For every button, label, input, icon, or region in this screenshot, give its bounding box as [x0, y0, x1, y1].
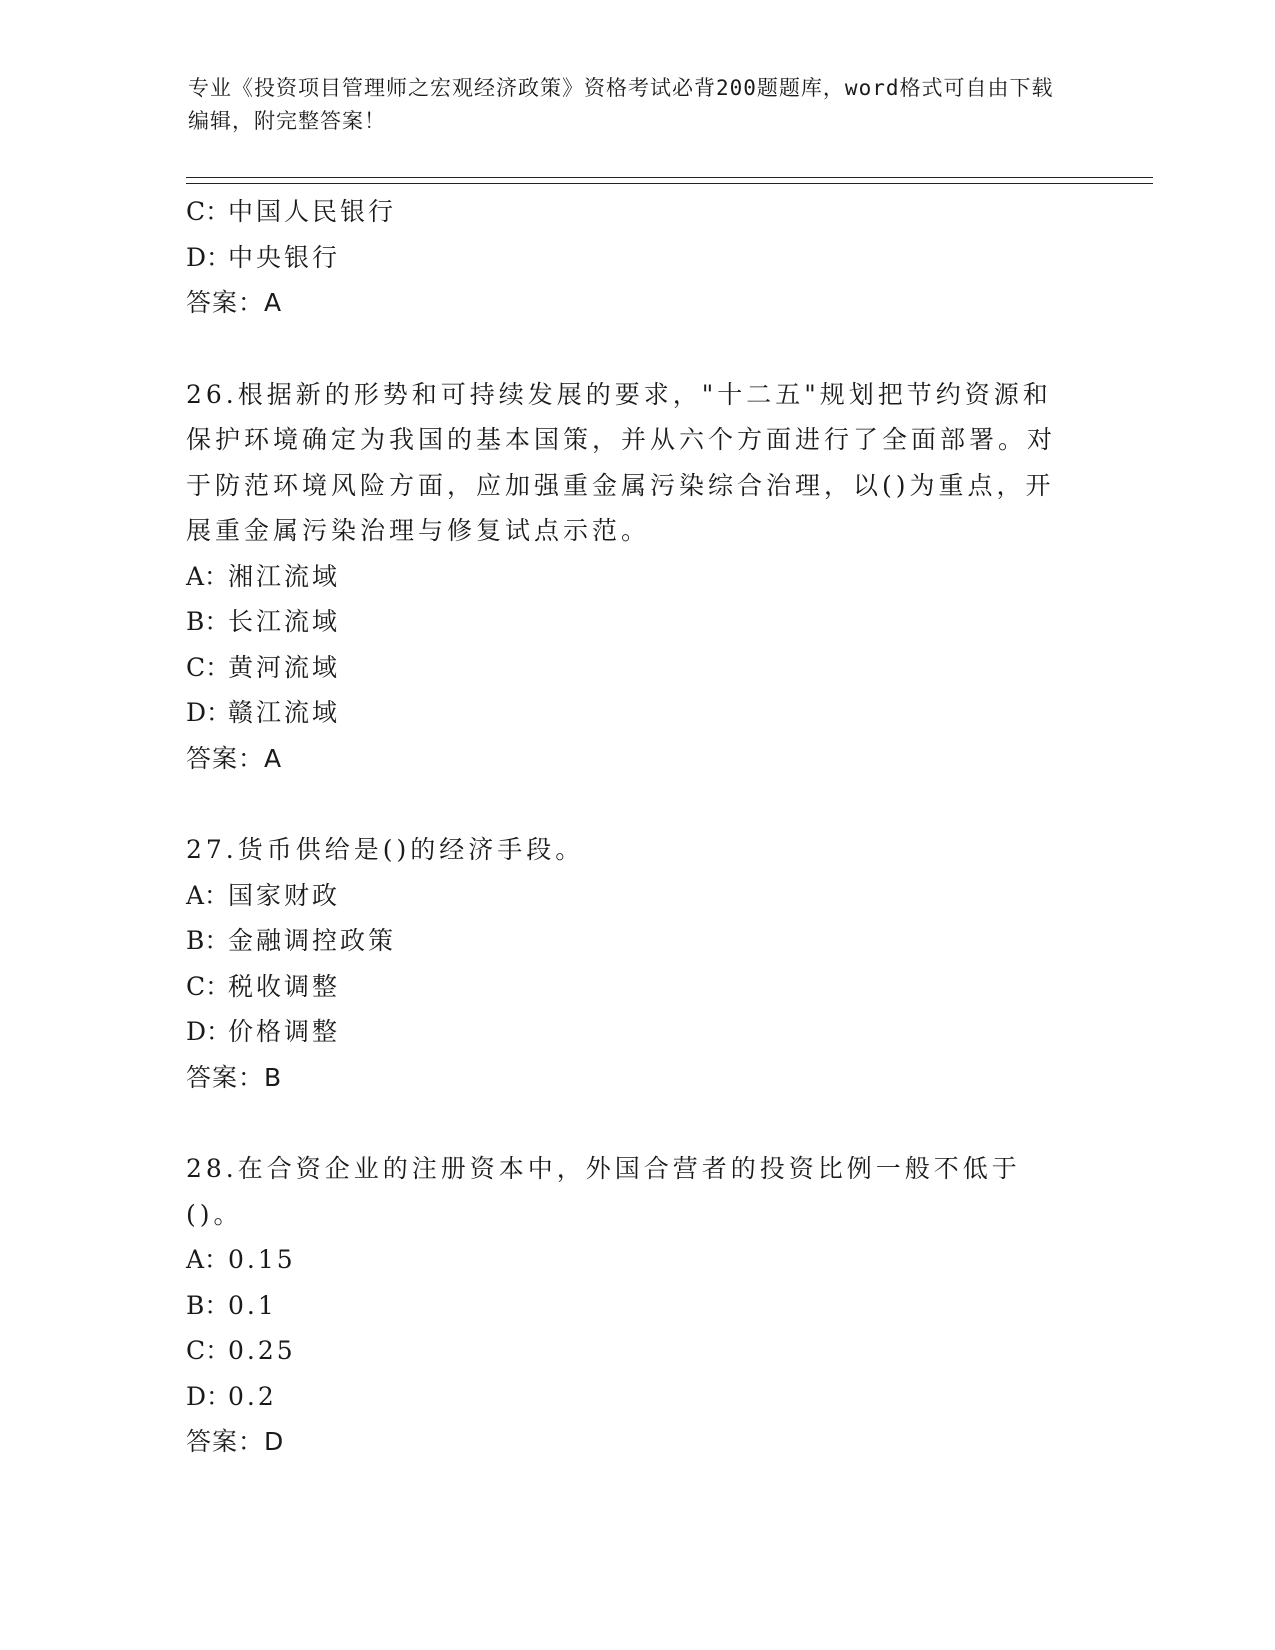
answer-line: 答案：B	[186, 1062, 283, 1092]
answer-line: 答案：A	[186, 288, 283, 317]
option-a: A：国家财政	[186, 880, 341, 910]
question-27	[186, 827, 1086, 1100]
option-c: C：0.25	[186, 1336, 296, 1365]
question-26	[186, 372, 1086, 782]
previous-question-tail	[186, 189, 1086, 326]
option-a: A：湘江流域	[186, 561, 341, 591]
option-b: B：长江流域	[186, 607, 341, 636]
option-c: C：中国人民银行	[186, 197, 397, 226]
question-text: 28.在合资企业的注册资本中，外国合营者的投资比例一般不低于()。	[186, 1154, 1021, 1229]
option-d: D：价格调整	[186, 1017, 341, 1046]
question-28	[186, 1146, 1086, 1465]
option-b: B：金融调控政策	[186, 926, 397, 955]
question-text: 27.货币供给是()的经济手段。	[186, 835, 585, 864]
option-c: C：黄河流域	[186, 652, 341, 682]
question-text: 26.根据新的形势和可持续发展的要求，"十二五"规划把节约资源和保护环境确定为我国的基本国策，并从六个方面进行了全面部署。对于防范环境风险方面，应加强重金属污染综合治理，以()为重点，开展重金属污染治理与修复试点示范。	[186, 379, 1057, 545]
answer-line: 答案：A	[186, 743, 283, 773]
document-body	[186, 189, 1086, 1465]
header-divider	[186, 177, 1153, 184]
document-header: 专业《投资项目管理师之宏观经济政策》资格考试必背200题题库，word格式可自由下载编辑，附完整答案！	[188, 76, 1054, 133]
option-b: B：0.1	[186, 1290, 277, 1320]
option-d: D：中央银行	[186, 242, 341, 272]
option-d: D：0.2	[186, 1381, 277, 1411]
option-d: D：赣江流域	[186, 698, 341, 727]
option-c: C：税收调整	[186, 971, 341, 1001]
option-a: A：0.15	[186, 1245, 296, 1274]
answer-line: 答案：D	[186, 1427, 285, 1456]
